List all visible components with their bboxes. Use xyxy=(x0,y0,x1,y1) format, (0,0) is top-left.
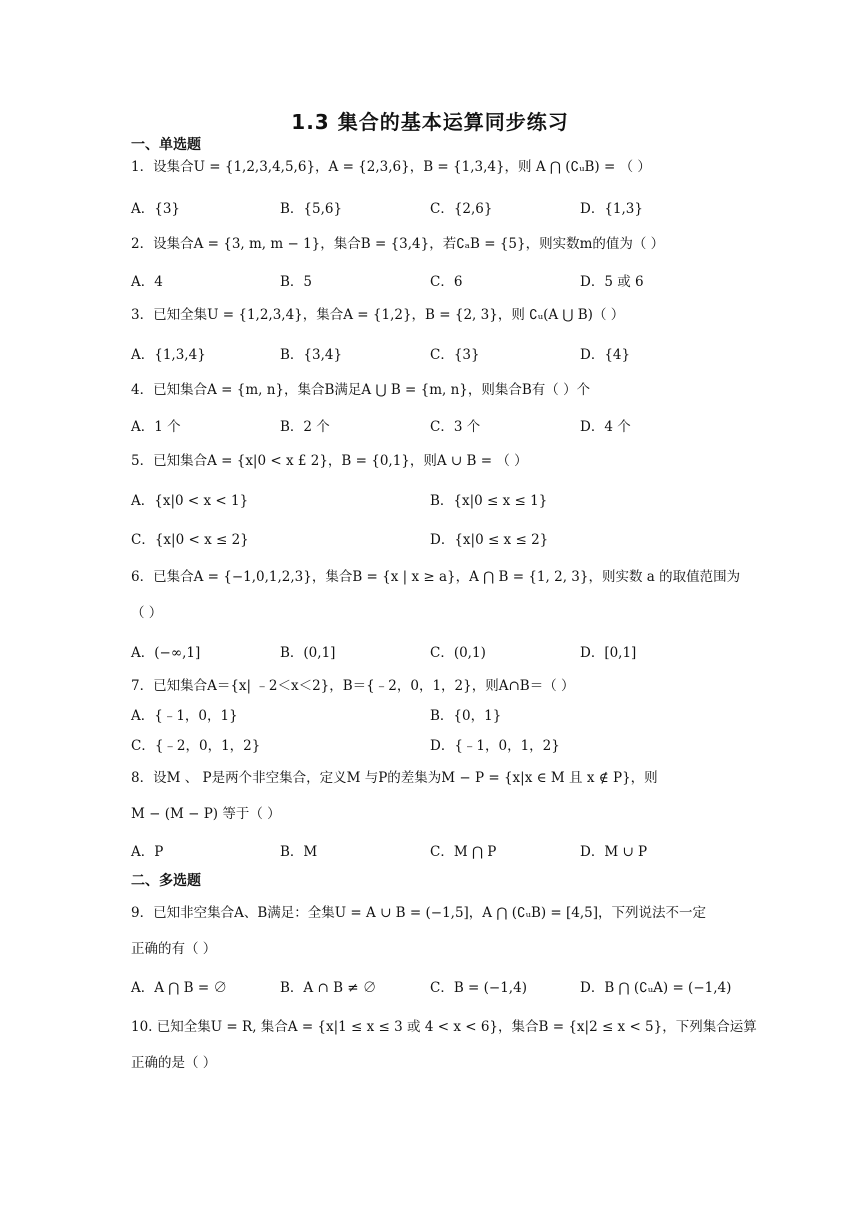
question-6-option-d: D．[0,1] xyxy=(580,645,637,661)
question-9-option-d: D．B ⋂ (∁ᵤA) = (−1,4) xyxy=(580,980,732,996)
question-2-stem: 2．设集合A = {3, m, m − 1}，集合B = {3,4}，若∁ₐB = {5}，则实数m的值为（ ） xyxy=(131,236,665,252)
question-7-stem: 7．已知集合A＝{x| ﹣2＜x＜2}，B＝{﹣2，0，1，2}，则A∩B＝（ ） xyxy=(131,678,575,694)
question-7-option-d: D．{﹣1，0，1，2} xyxy=(430,738,560,754)
question-8-option-d: D．M ∪ P xyxy=(580,844,648,860)
question-7-option-b: B．{0，1} xyxy=(430,708,502,724)
question-7-option-c: C．{﹣2，0，1，2} xyxy=(131,738,261,754)
question-6-option-c: C．(0,1) xyxy=(430,645,486,661)
question-3-option-d: D．{4} xyxy=(580,347,631,363)
question-1-option-d: D．{1,3} xyxy=(580,201,643,217)
page-title: 1.3 集合的基本运算同步练习 xyxy=(291,110,569,134)
section-heading-multi: 二、多选题 xyxy=(131,873,201,889)
question-8-option-b: B．M xyxy=(280,844,318,860)
question-9-stem: 9．已知非空集合A、B满足：全集U = A ∪ B = (−1,5]，A ⋂ (∁ᵤB) = [4,5]，下列说法不一定 xyxy=(131,905,707,921)
question-2-option-a: A．4 xyxy=(131,274,163,290)
question-2-option-d: D．5 或 6 xyxy=(580,274,644,290)
question-8-option-c: C．M ⋂ P xyxy=(430,844,497,860)
question-8-stem-continued: M − (M − P) 等于（ ） xyxy=(131,806,281,822)
question-6-option-a: A．(−∞,1] xyxy=(131,645,201,661)
question-9-option-c: C．B = (−1,4) xyxy=(430,980,527,996)
question-9-stem-continued: 正确的有（ ） xyxy=(131,941,217,957)
question-3-option-c: C．{3} xyxy=(430,347,480,363)
question-5-stem: 5．已知集合A = {x|0 < x £ 2}，B = {0,1}，则A ∪ B = （ ） xyxy=(131,453,528,469)
question-10-stem-continued: 正确的是（ ） xyxy=(131,1055,217,1071)
question-3-stem: 3．已知全集U = {1,2,3,4}，集合A = {1,2}，B = {2, 3}，则 ∁ᵤ(A ⋃ B)（ ） xyxy=(131,307,625,323)
question-5-option-d: D．{x|0 ≤ x ≤ 2} xyxy=(430,532,549,548)
question-6-stem: 6．已集合A = {−1,0,1,2,3}，集合B = {x | x ≥ a}，A ⋂ B = {1, 2, 3}，则实数 a 的取值范围为 xyxy=(131,569,741,585)
question-8-option-a: A．P xyxy=(131,844,164,860)
question-4-option-c: C．3 个 xyxy=(430,419,481,435)
question-4-option-d: D．4 个 xyxy=(580,419,631,435)
section-heading-single: 一、单选题 xyxy=(131,137,201,153)
question-3-option-b: B．{3,4} xyxy=(280,347,343,363)
question-5-option-b: B．{x|0 ≤ x ≤ 1} xyxy=(430,493,548,509)
question-6-option-b: B．(0,1] xyxy=(280,645,336,661)
question-4-option-b: B．2 个 xyxy=(280,419,330,435)
question-2-option-b: B．5 xyxy=(280,274,313,290)
question-1-option-a: A．{3} xyxy=(131,201,181,217)
question-9-option-b: B．A ∩ B ≠ ∅ xyxy=(280,980,377,996)
question-2-option-c: C．6 xyxy=(430,274,463,290)
question-5-option-c: C．{x|0 < x ≤ 2} xyxy=(131,532,249,548)
question-7-option-a: A．{﹣1，0，1} xyxy=(131,708,238,724)
question-5-option-a: A．{x|0 < x < 1} xyxy=(131,493,249,509)
question-4-stem: 4．已知集合A = {m, n}，集合B满足A ⋃ B = {m, n}，则集合B有（ ）个 xyxy=(131,382,591,398)
question-1-stem: 1．设集合U = {1,2,3,4,5,6}，A = {2,3,6}，B = {1,3,4}，则 A ⋂ (∁ᵤB) = （ ） xyxy=(131,159,651,175)
question-1-option-c: C．{2,6} xyxy=(430,201,493,217)
question-6-stem-continued: （ ） xyxy=(131,605,163,621)
question-4-option-a: A．1 个 xyxy=(131,419,181,435)
question-10-stem: 10. 已知全集U = R, 集合A = {x|1 ≤ x ≤ 3 或 4 < x < 6}，集合B = {x|2 ≤ x < 5}，下列集合运算 xyxy=(131,1019,757,1035)
question-3-option-a: A．{1,3,4} xyxy=(131,347,206,363)
question-1-option-b: B．{5,6} xyxy=(280,201,343,217)
question-9-option-a: A．A ⋂ B = ∅ xyxy=(131,980,227,996)
question-8-stem: 8．设M 、 P是两个非空集合，定义M 与P的差集为M − P = {x|x ∈ M 且 x ∉ P}，则 xyxy=(131,770,658,786)
